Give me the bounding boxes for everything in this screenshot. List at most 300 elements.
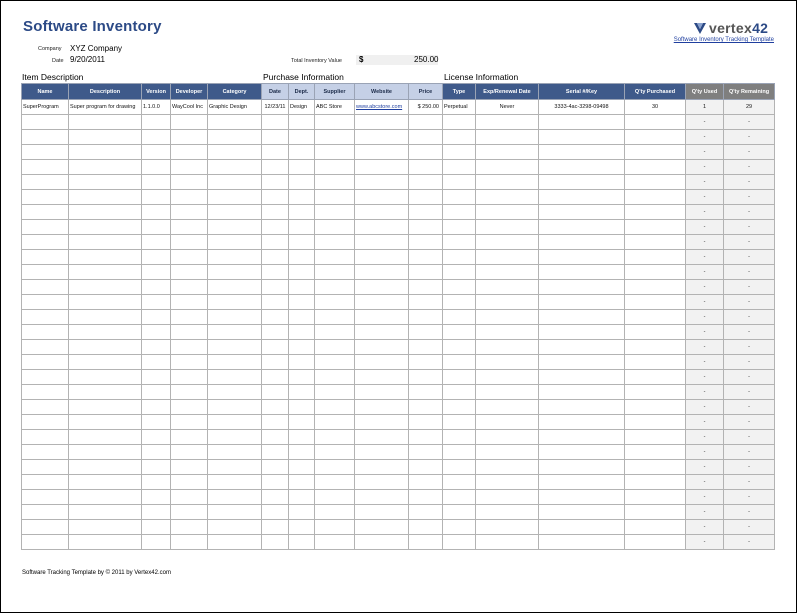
table-cell[interactable] [208, 400, 262, 415]
table-cell[interactable] [625, 535, 686, 550]
table-cell[interactable] [443, 520, 476, 535]
table-cell[interactable] [355, 520, 409, 535]
table-cell[interactable]: - [686, 400, 724, 415]
table-cell[interactable] [315, 220, 355, 235]
table-cell[interactable] [409, 535, 443, 550]
table-cell[interactable] [315, 340, 355, 355]
table-cell[interactable] [171, 130, 208, 145]
table-cell[interactable] [171, 445, 208, 460]
table-cell[interactable] [476, 385, 539, 400]
table-cell[interactable] [208, 460, 262, 475]
table-cell[interactable] [208, 250, 262, 265]
table-cell[interactable] [539, 280, 625, 295]
table-cell[interactable] [315, 175, 355, 190]
table-cell[interactable] [142, 145, 171, 160]
table-cell[interactable] [625, 430, 686, 445]
table-cell[interactable]: - [686, 490, 724, 505]
table-cell[interactable]: - [686, 115, 724, 130]
table-cell[interactable] [22, 400, 69, 415]
table-cell[interactable] [409, 190, 443, 205]
table-cell[interactable] [409, 385, 443, 400]
table-cell[interactable]: - [686, 175, 724, 190]
table-cell[interactable] [409, 265, 443, 280]
table-cell[interactable] [625, 355, 686, 370]
table-cell[interactable] [409, 460, 443, 475]
table-cell[interactable] [69, 250, 142, 265]
table-cell[interactable] [289, 445, 315, 460]
table-cell[interactable] [443, 310, 476, 325]
table-cell[interactable] [443, 355, 476, 370]
table-cell[interactable] [208, 295, 262, 310]
table-cell[interactable] [289, 385, 315, 400]
table-cell[interactable]: - [686, 295, 724, 310]
table-cell[interactable] [289, 520, 315, 535]
table-cell[interactable] [142, 520, 171, 535]
table-cell[interactable] [262, 475, 289, 490]
table-cell[interactable] [315, 520, 355, 535]
date-value[interactable]: 9/20/2011 [70, 55, 105, 64]
table-cell[interactable] [22, 505, 69, 520]
table-cell[interactable] [443, 340, 476, 355]
table-cell[interactable] [262, 175, 289, 190]
table-cell[interactable] [476, 115, 539, 130]
table-cell[interactable] [22, 205, 69, 220]
table-cell[interactable] [22, 250, 69, 265]
table-cell[interactable] [262, 280, 289, 295]
table-cell[interactable] [315, 190, 355, 205]
table-cell[interactable] [539, 415, 625, 430]
table-cell[interactable] [625, 415, 686, 430]
table-cell[interactable]: - [686, 280, 724, 295]
table-cell[interactable] [443, 220, 476, 235]
table-cell[interactable] [355, 235, 409, 250]
table-cell[interactable] [625, 250, 686, 265]
table-cell[interactable] [208, 475, 262, 490]
table-cell[interactable] [355, 385, 409, 400]
cell-price[interactable] [409, 100, 443, 115]
table-cell[interactable] [142, 400, 171, 415]
table-cell[interactable] [355, 400, 409, 415]
table-cell[interactable] [476, 400, 539, 415]
table-cell[interactable] [69, 235, 142, 250]
cell-date[interactable]: 12/23/11 [262, 100, 289, 115]
table-cell[interactable] [22, 520, 69, 535]
table-cell[interactable] [476, 490, 539, 505]
table-cell[interactable] [443, 430, 476, 445]
table-cell[interactable] [171, 340, 208, 355]
table-cell[interactable] [262, 385, 289, 400]
table-cell[interactable] [476, 280, 539, 295]
table-cell[interactable] [443, 265, 476, 280]
table-cell[interactable] [443, 535, 476, 550]
table-cell[interactable] [289, 325, 315, 340]
table-cell[interactable] [476, 310, 539, 325]
table-cell[interactable] [289, 340, 315, 355]
table-cell[interactable] [625, 370, 686, 385]
table-cell[interactable] [409, 295, 443, 310]
cell-type[interactable]: Perpetual [443, 100, 476, 115]
table-cell[interactable] [289, 235, 315, 250]
table-cell[interactable] [539, 130, 625, 145]
table-cell[interactable] [289, 280, 315, 295]
template-link[interactable]: Software Inventory Tracking Template [673, 37, 774, 43]
table-cell[interactable] [22, 355, 69, 370]
table-cell[interactable] [262, 250, 289, 265]
table-cell[interactable] [262, 265, 289, 280]
table-cell[interactable] [625, 190, 686, 205]
col-header-website[interactable]: Website [355, 84, 409, 100]
table-cell[interactable] [22, 145, 69, 160]
table-cell[interactable] [539, 400, 625, 415]
table-cell[interactable] [443, 280, 476, 295]
table-cell[interactable] [171, 280, 208, 295]
table-cell[interactable] [69, 130, 142, 145]
table-cell[interactable] [409, 250, 443, 265]
table-cell[interactable] [476, 130, 539, 145]
table-cell[interactable] [69, 220, 142, 235]
col-header-serial-key[interactable]: Serial #/Key [539, 84, 625, 100]
table-cell[interactable] [208, 130, 262, 145]
table-cell[interactable] [476, 355, 539, 370]
table-cell[interactable] [262, 160, 289, 175]
table-cell[interactable] [476, 220, 539, 235]
table-cell[interactable] [142, 115, 171, 130]
table-cell[interactable] [476, 205, 539, 220]
table-cell[interactable] [22, 445, 69, 460]
table-cell[interactable] [69, 190, 142, 205]
table-cell[interactable]: - [686, 250, 724, 265]
table-cell[interactable] [142, 445, 171, 460]
table-cell[interactable] [171, 505, 208, 520]
table-cell[interactable] [289, 355, 315, 370]
table-cell[interactable] [171, 250, 208, 265]
table-cell[interactable] [142, 235, 171, 250]
col-header-supplier[interactable]: Supplier [315, 84, 355, 100]
table-cell[interactable] [355, 205, 409, 220]
table-cell[interactable] [171, 295, 208, 310]
table-cell[interactable] [171, 400, 208, 415]
website-link[interactable]: www.abcstore.com [356, 104, 403, 110]
table-cell[interactable] [69, 505, 142, 520]
table-cell[interactable] [315, 475, 355, 490]
table-cell[interactable] [476, 340, 539, 355]
table-cell[interactable] [208, 190, 262, 205]
table-cell[interactable] [625, 235, 686, 250]
table-cell[interactable] [625, 445, 686, 460]
table-cell[interactable] [539, 220, 625, 235]
table-cell[interactable] [539, 175, 625, 190]
table-cell[interactable] [355, 535, 409, 550]
table-cell[interactable] [315, 370, 355, 385]
table-cell[interactable] [69, 415, 142, 430]
table-cell[interactable] [539, 205, 625, 220]
table-cell[interactable] [69, 280, 142, 295]
col-header-description[interactable]: Description [69, 84, 142, 100]
table-cell[interactable] [476, 145, 539, 160]
table-cell[interactable] [22, 340, 69, 355]
table-cell[interactable]: - [686, 415, 724, 430]
table-cell[interactable] [443, 205, 476, 220]
table-cell[interactable] [355, 250, 409, 265]
table-cell[interactable] [69, 355, 142, 370]
table-cell[interactable] [539, 295, 625, 310]
table-cell[interactable] [22, 235, 69, 250]
table-cell[interactable] [262, 430, 289, 445]
table-cell[interactable] [355, 355, 409, 370]
table-cell[interactable] [443, 385, 476, 400]
table-cell[interactable] [262, 520, 289, 535]
table-cell[interactable] [315, 145, 355, 160]
table-cell[interactable] [171, 535, 208, 550]
table-cell[interactable] [208, 490, 262, 505]
table-cell[interactable] [315, 430, 355, 445]
col-header-qty-used[interactable]: Q'ty Used [686, 84, 724, 100]
table-cell[interactable] [262, 400, 289, 415]
table-cell[interactable] [539, 355, 625, 370]
table-cell[interactable] [69, 265, 142, 280]
table-cell[interactable] [443, 505, 476, 520]
table-cell[interactable] [625, 280, 686, 295]
table-cell[interactable] [142, 160, 171, 175]
table-cell[interactable] [476, 445, 539, 460]
table-cell[interactable] [208, 430, 262, 445]
table-cell[interactable] [315, 325, 355, 340]
cell-dept[interactable]: Design [289, 100, 315, 115]
table-cell[interactable] [142, 475, 171, 490]
table-cell[interactable] [69, 370, 142, 385]
table-cell[interactable] [355, 130, 409, 145]
table-cell[interactable] [539, 520, 625, 535]
cell-website[interactable] [355, 100, 409, 115]
table-cell[interactable] [355, 460, 409, 475]
table-cell[interactable] [315, 265, 355, 280]
table-cell[interactable] [409, 430, 443, 445]
table-cell[interactable] [208, 415, 262, 430]
table-cell[interactable] [289, 190, 315, 205]
table-cell[interactable] [208, 115, 262, 130]
table-cell[interactable] [355, 445, 409, 460]
table-cell[interactable] [262, 130, 289, 145]
table-cell[interactable] [315, 415, 355, 430]
table-cell[interactable] [69, 340, 142, 355]
table-cell[interactable] [289, 265, 315, 280]
table-cell[interactable] [315, 310, 355, 325]
table-cell[interactable] [262, 490, 289, 505]
table-cell[interactable] [443, 325, 476, 340]
table-cell[interactable] [443, 175, 476, 190]
table-cell[interactable] [409, 400, 443, 415]
table-cell[interactable] [289, 130, 315, 145]
table-cell[interactable] [443, 115, 476, 130]
table-cell[interactable] [142, 505, 171, 520]
table-cell[interactable] [171, 265, 208, 280]
table-cell[interactable] [315, 235, 355, 250]
table-cell[interactable]: - [686, 325, 724, 340]
table-cell[interactable] [315, 400, 355, 415]
table-cell[interactable] [409, 220, 443, 235]
table-cell[interactable] [171, 205, 208, 220]
table-cell[interactable] [315, 385, 355, 400]
company-value[interactable]: XYZ Company [70, 44, 123, 53]
table-cell[interactable] [69, 490, 142, 505]
table-cell[interactable] [539, 340, 625, 355]
table-cell[interactable] [171, 115, 208, 130]
table-cell[interactable] [22, 430, 69, 445]
table-cell[interactable] [208, 355, 262, 370]
table-cell[interactable]: - [686, 205, 724, 220]
table-cell[interactable] [142, 265, 171, 280]
table-cell[interactable] [476, 175, 539, 190]
table-cell[interactable] [142, 430, 171, 445]
table-cell[interactable] [355, 415, 409, 430]
table-cell[interactable] [171, 520, 208, 535]
table-cell[interactable] [208, 340, 262, 355]
table-cell[interactable] [262, 115, 289, 130]
table-cell[interactable] [208, 505, 262, 520]
table-cell[interactable] [409, 130, 443, 145]
table-cell[interactable]: - [686, 520, 724, 535]
table-cell[interactable] [443, 415, 476, 430]
table-cell[interactable] [262, 355, 289, 370]
table-cell[interactable] [315, 130, 355, 145]
table-cell[interactable] [625, 295, 686, 310]
table-cell[interactable] [355, 475, 409, 490]
table-cell[interactable]: - [686, 145, 724, 160]
table-cell[interactable] [625, 490, 686, 505]
col-header-type[interactable]: Type [443, 84, 476, 100]
table-cell[interactable] [539, 310, 625, 325]
table-cell[interactable] [625, 265, 686, 280]
table-cell[interactable] [315, 295, 355, 310]
table-cell[interactable] [409, 340, 443, 355]
table-cell[interactable] [443, 130, 476, 145]
table-cell[interactable] [22, 325, 69, 340]
table-cell[interactable] [539, 265, 625, 280]
table-cell[interactable] [476, 520, 539, 535]
table-cell[interactable] [208, 370, 262, 385]
table-cell[interactable] [625, 175, 686, 190]
table-cell[interactable] [409, 490, 443, 505]
table-cell[interactable] [208, 205, 262, 220]
table-cell[interactable] [443, 160, 476, 175]
table-cell[interactable] [69, 295, 142, 310]
table-cell[interactable] [289, 310, 315, 325]
table-cell[interactable] [171, 310, 208, 325]
table-cell[interactable] [208, 535, 262, 550]
table-cell[interactable] [69, 400, 142, 415]
table-cell[interactable] [69, 475, 142, 490]
table-cell[interactable] [69, 385, 142, 400]
table-cell[interactable] [476, 460, 539, 475]
table-cell[interactable] [22, 295, 69, 310]
table-cell[interactable] [315, 505, 355, 520]
table-cell[interactable] [208, 280, 262, 295]
table-cell[interactable] [355, 265, 409, 280]
table-cell[interactable] [69, 310, 142, 325]
col-header-name[interactable]: Name [22, 84, 69, 100]
cell-serial[interactable]: 3333-4ac-3298-09498 [539, 100, 625, 115]
table-cell[interactable] [142, 385, 171, 400]
table-cell[interactable] [315, 250, 355, 265]
table-cell[interactable]: - [686, 265, 724, 280]
table-cell[interactable]: - [686, 505, 724, 520]
table-cell[interactable] [409, 445, 443, 460]
table-cell[interactable] [539, 505, 625, 520]
table-cell[interactable]: - [686, 160, 724, 175]
table-cell[interactable] [171, 160, 208, 175]
table-cell[interactable] [355, 115, 409, 130]
table-cell[interactable] [69, 175, 142, 190]
table-cell[interactable] [171, 220, 208, 235]
table-cell[interactable] [443, 400, 476, 415]
table-cell[interactable]: - [686, 310, 724, 325]
table-cell[interactable] [539, 460, 625, 475]
table-cell[interactable] [142, 280, 171, 295]
table-cell[interactable] [142, 415, 171, 430]
cell-description[interactable]: Super program for drawing [69, 100, 142, 115]
table-cell[interactable] [355, 145, 409, 160]
table-cell[interactable] [171, 355, 208, 370]
table-cell[interactable] [476, 415, 539, 430]
table-cell[interactable] [539, 490, 625, 505]
cell-name[interactable]: SuperProgram [22, 100, 69, 115]
table-cell[interactable] [409, 160, 443, 175]
table-cell[interactable]: - [686, 445, 724, 460]
col-header-qty-remaining[interactable]: Q'ty Remaining [724, 84, 775, 100]
table-cell[interactable] [539, 235, 625, 250]
table-cell[interactable] [208, 175, 262, 190]
table-cell[interactable] [22, 475, 69, 490]
table-cell[interactable] [208, 445, 262, 460]
table-cell[interactable] [171, 235, 208, 250]
col-header-date[interactable]: Date [262, 84, 289, 100]
table-cell[interactable] [355, 340, 409, 355]
table-cell[interactable] [539, 160, 625, 175]
table-cell[interactable] [476, 535, 539, 550]
cell-qty-purchased[interactable]: 30 [625, 100, 686, 115]
table-cell[interactable] [69, 145, 142, 160]
table-cell[interactable] [355, 175, 409, 190]
table-cell[interactable] [208, 325, 262, 340]
col-header-category[interactable]: Category [208, 84, 262, 100]
table-cell[interactable] [409, 280, 443, 295]
table-cell[interactable] [22, 385, 69, 400]
table-cell[interactable] [355, 490, 409, 505]
table-cell[interactable] [625, 160, 686, 175]
table-cell[interactable] [142, 340, 171, 355]
table-cell[interactable] [171, 190, 208, 205]
col-header-dept[interactable]: Dept. [289, 84, 315, 100]
table-cell[interactable] [22, 190, 69, 205]
table-cell[interactable] [142, 250, 171, 265]
table-cell[interactable] [443, 490, 476, 505]
table-cell[interactable] [409, 355, 443, 370]
table-cell[interactable] [443, 370, 476, 385]
table-cell[interactable] [22, 265, 69, 280]
table-cell[interactable] [142, 325, 171, 340]
col-header-exp-renewal-date[interactable]: Exp/Renewal Date [476, 84, 539, 100]
table-cell[interactable] [142, 490, 171, 505]
table-cell[interactable] [315, 355, 355, 370]
table-cell[interactable] [355, 325, 409, 340]
table-cell[interactable] [355, 370, 409, 385]
table-cell[interactable] [443, 235, 476, 250]
table-cell[interactable] [208, 220, 262, 235]
table-cell[interactable] [262, 370, 289, 385]
table-cell[interactable] [142, 310, 171, 325]
table-cell[interactable] [625, 130, 686, 145]
table-cell[interactable] [315, 160, 355, 175]
